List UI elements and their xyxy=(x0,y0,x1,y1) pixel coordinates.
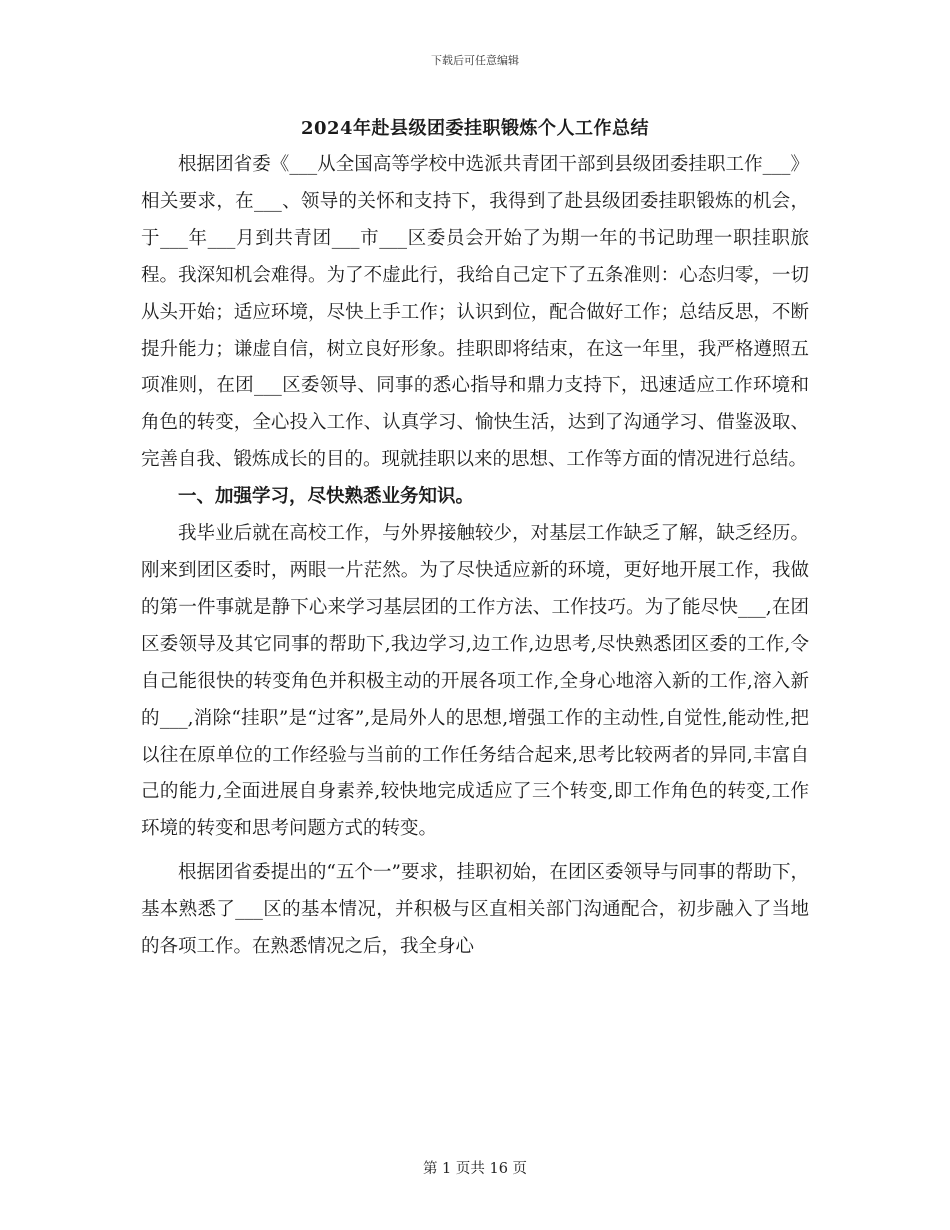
section-heading-1: 一、加强学习，尽快熟悉业务知识。 xyxy=(178,486,475,508)
document-title: 2024年赴县级团委挂职锻炼个人工作总结 xyxy=(300,118,650,139)
header-note: 下载后可任意编辑 xyxy=(431,54,519,67)
paragraph-study: 我毕业后就在高校工作，与外界接触较少，对基层工作缺乏了解，缺乏经历。刚来到团区委时，两眼一片茫然。为了尽快适应新的环境，更好地开展工作，我做的第一件事就是静下心来学习基层团的工作方法、工作技巧。为了能尽快___,在团区委领导及其它同事的帮助下,我边学习,边工作,边思考,尽快熟悉团区委的工作,令自己能很快的转变角色并积极主动的开展各项工作,全身心地溶入新的工作,溶入新的___,消除“挂职”是“过客”,是局外人的思想,增强工作的主动性,自觉性,能动性,把以往在原单位的工作经验与当前的工作任务结合起来,思考比较两者的异同,丰富自己的能力,全面进展自身素养,较快地完成适应了三个转变,即工作角色的转变,工作环境的转变和思考问题方式的转变。 xyxy=(141,523,809,840)
paragraph-five-ones: 根据团省委提出的“五个一”要求，挂职初始，在团区委领导与同事的帮助下，基本熟悉了___区的基本情况，并积极与区直相关部门沟通配合，初步融入了当地的各项工作。在熟悉情况之后，我全身心 xyxy=(141,862,809,958)
paragraph-intro: 根据团省委《___从全国高等学校中选派共青团干部到县级团委挂职工作___》相关要求，在___、领导的关怀和支持下，我得到了赴县级团委挂职锻炼的机会，于___年___月到共青团___市___区委员会开始了为期一年的书记助理一职挂职旅程。我深知机会难得。为了不虚此行，我给自己定下了五条准则：心态归零，一切从头开始；适应环境，尽快上手工作；认识到位，配合做好工作；总结反思，不断提升能力；谦虚自信，树立良好形象。挂职即将结束，在这一年里，我严格遵照五项准则，在团___区委领导、同事的悉心指导和鼎力支持下，迅速适应工作环境和角色的转变，全心投入工作、认真学习、愉快生活，达到了沟通学习、借鉴汲取、完善自我、锻炼成长的目的。现就挂职以来的思想、工作等方面的情况进行总结。 xyxy=(141,154,809,471)
document-body xyxy=(141,147,809,966)
page-footer: 第 1 页共 16 页 xyxy=(422,1161,528,1177)
